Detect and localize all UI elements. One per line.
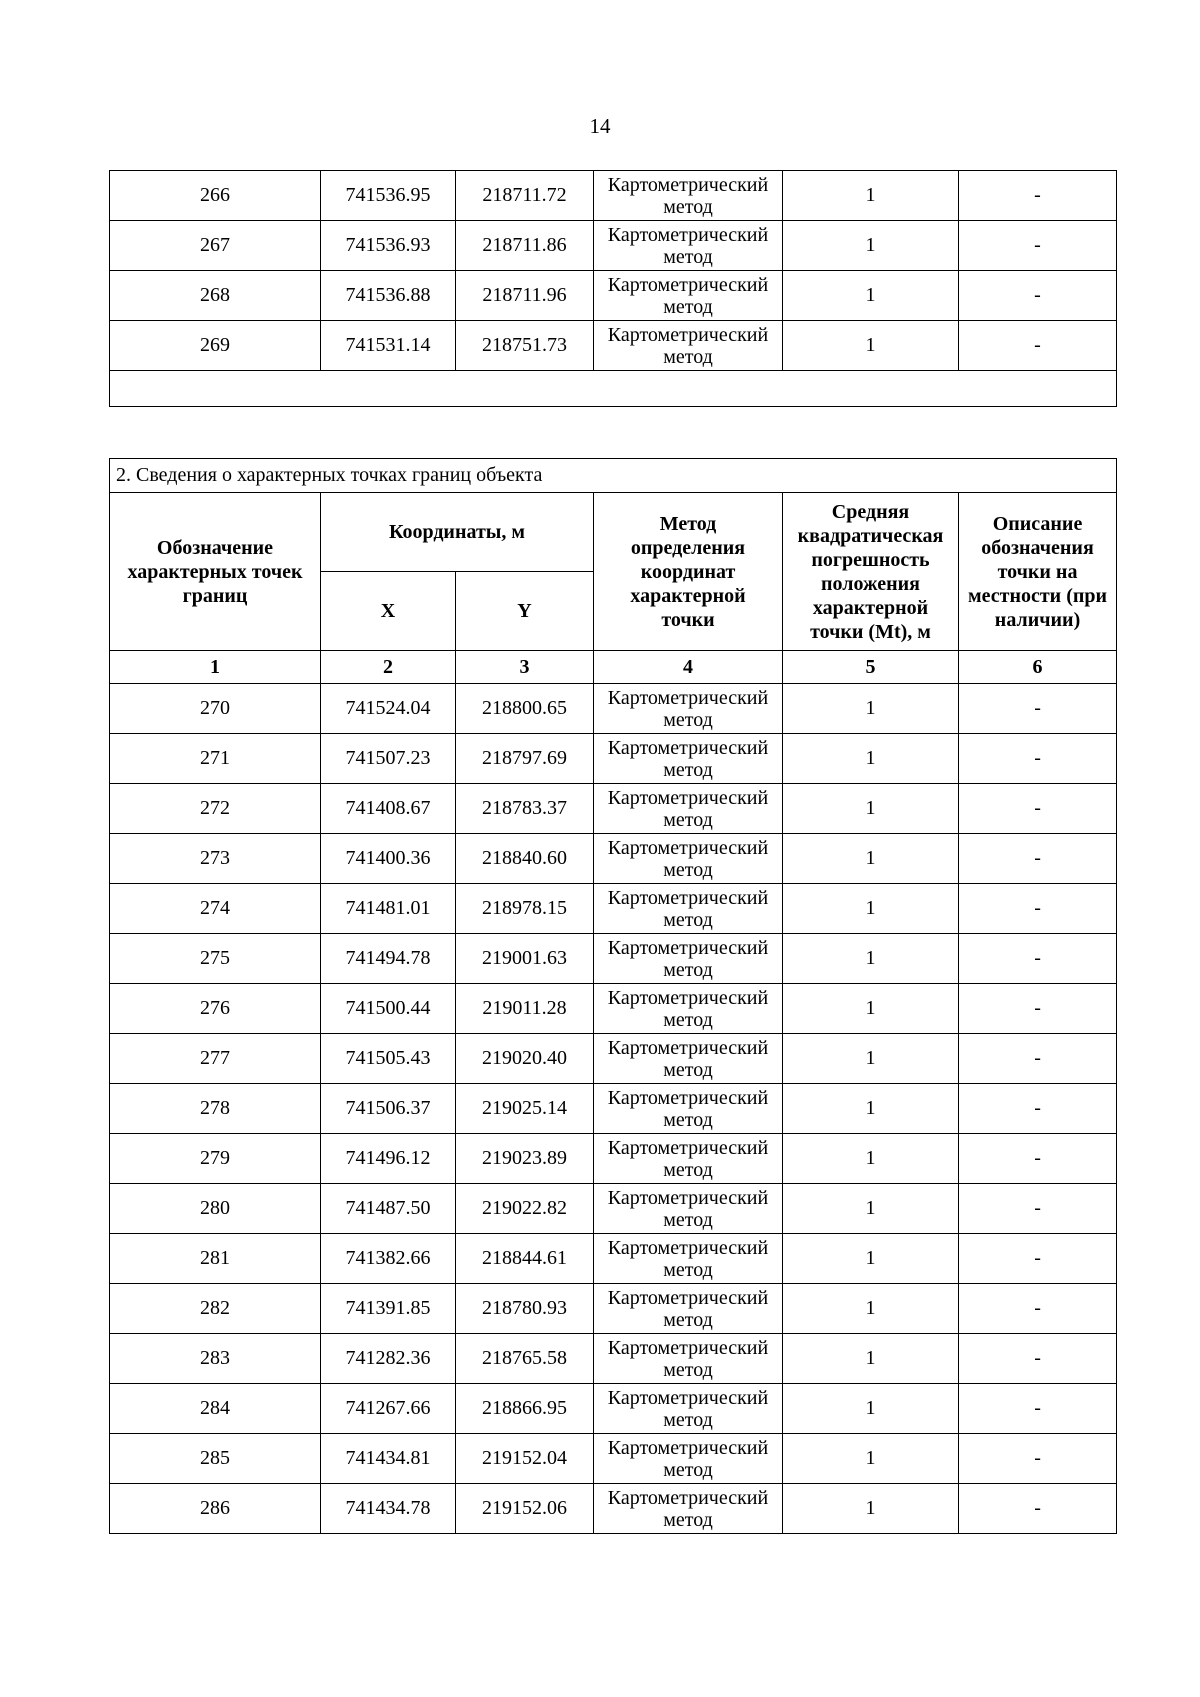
method-text: метод: [663, 1458, 713, 1481]
cell-y: 218711.86: [456, 221, 594, 271]
empty-cell: [110, 371, 1117, 407]
boundary-points-table-body: [110, 684, 1117, 1534]
cell-method: [594, 321, 783, 371]
cell-x: 741507.23: [321, 734, 456, 784]
cell-method: [594, 1284, 783, 1334]
method-text: метод: [663, 295, 713, 318]
table-row: [110, 934, 1117, 984]
cell-y: 218711.96: [456, 271, 594, 321]
cell-point-id: 272: [110, 784, 321, 834]
method-text: метод: [663, 1008, 713, 1031]
cell-description: -: [959, 734, 1117, 784]
cell-description: -: [959, 1034, 1117, 1084]
cell-error: 1: [783, 1484, 959, 1534]
cell-method: [594, 1034, 783, 1084]
method-text: Картометрический: [607, 936, 769, 959]
method-text: метод: [663, 195, 713, 218]
cell-y: 219152.06: [456, 1484, 594, 1534]
cell-x: 741524.04: [321, 684, 456, 734]
method-text: Картометрический: [607, 736, 769, 759]
cell-x: 741494.78: [321, 934, 456, 984]
table-row: [110, 1334, 1117, 1384]
cell-x: 741536.93: [321, 221, 456, 271]
table-row: [110, 321, 1117, 371]
cell-method: [594, 1334, 783, 1384]
column-number: 3: [456, 651, 594, 684]
table-row: [110, 1284, 1117, 1334]
cell-method: [594, 734, 783, 784]
cell-point-id: 286: [110, 1484, 321, 1534]
cell-y: 218844.61: [456, 1234, 594, 1284]
table-row: [110, 784, 1117, 834]
method-text: метод: [663, 1208, 713, 1231]
cell-x: 741531.14: [321, 321, 456, 371]
cell-description: -: [959, 171, 1117, 221]
cell-point-id: 283: [110, 1334, 321, 1384]
method-text: метод: [663, 1258, 713, 1281]
cell-error: 1: [783, 834, 959, 884]
method-text: Картометрический: [607, 1436, 769, 1459]
method-text: метод: [663, 758, 713, 781]
cell-error: 1: [783, 221, 959, 271]
table-row: [110, 684, 1117, 734]
table-row: [110, 884, 1117, 934]
cell-point-id: 277: [110, 1034, 321, 1084]
table-row: [110, 1234, 1117, 1284]
cell-x: 741536.88: [321, 271, 456, 321]
method-text: Картометрический: [607, 1336, 769, 1359]
header-error: Средняя квадратическая погрешность положения характерной точки (Mt), м: [783, 493, 959, 651]
cell-y: 218783.37: [456, 784, 594, 834]
method-text: метод: [663, 908, 713, 931]
cell-x: 741391.85: [321, 1284, 456, 1334]
cell-y: 219152.04: [456, 1434, 594, 1484]
cell-x: 741434.81: [321, 1434, 456, 1484]
cell-error: 1: [783, 1084, 959, 1134]
cell-y: 219022.82: [456, 1184, 594, 1234]
cell-description: -: [959, 1284, 1117, 1334]
method-text: Картометрический: [607, 886, 769, 909]
cell-x: 741434.78: [321, 1484, 456, 1534]
cell-point-id: 268: [110, 271, 321, 321]
cell-method: [594, 1434, 783, 1484]
cell-description: -: [959, 834, 1117, 884]
continuation-table-body: [110, 171, 1117, 407]
method-text: Картометрический: [607, 836, 769, 859]
method-text: метод: [663, 1308, 713, 1331]
cell-x: 741536.95: [321, 171, 456, 221]
cell-method: [594, 784, 783, 834]
cell-y: 218840.60: [456, 834, 594, 884]
table-row: [110, 734, 1117, 784]
method-text: Картометрический: [607, 686, 769, 709]
method-text: метод: [663, 1508, 713, 1531]
column-number: 1: [110, 651, 321, 684]
cell-x: 741506.37: [321, 1084, 456, 1134]
table-row: [110, 171, 1117, 221]
cell-point-id: 270: [110, 684, 321, 734]
cell-error: 1: [783, 1384, 959, 1434]
cell-description: -: [959, 221, 1117, 271]
table-row: [110, 984, 1117, 1034]
cell-point-id: 273: [110, 834, 321, 884]
cell-point-id: 267: [110, 221, 321, 271]
cell-point-id: 275: [110, 934, 321, 984]
cell-y: 219020.40: [456, 1034, 594, 1084]
method-text: метод: [663, 1108, 713, 1131]
cell-point-id: 278: [110, 1084, 321, 1134]
cell-description: -: [959, 321, 1117, 371]
cell-description: -: [959, 1434, 1117, 1484]
method-text: метод: [663, 1358, 713, 1381]
table-row: [110, 221, 1117, 271]
cell-description: -: [959, 934, 1117, 984]
cell-point-id: 285: [110, 1434, 321, 1484]
table-row: [110, 1034, 1117, 1084]
cell-y: 218978.15: [456, 884, 594, 934]
cell-method: [594, 171, 783, 221]
column-number: 2: [321, 651, 456, 684]
method-text: Картометрический: [607, 1286, 769, 1309]
method-text: Картометрический: [607, 1136, 769, 1159]
column-number: 5: [783, 651, 959, 684]
cell-method: [594, 1084, 783, 1134]
cell-point-id: 269: [110, 321, 321, 371]
cell-error: 1: [783, 884, 959, 934]
cell-method: [594, 934, 783, 984]
method-text: Картометрический: [607, 1186, 769, 1209]
cell-method: [594, 684, 783, 734]
cell-method: [594, 884, 783, 934]
method-text: метод: [663, 1408, 713, 1431]
cell-y: 218800.65: [456, 684, 594, 734]
method-text: метод: [663, 345, 713, 368]
method-text: метод: [663, 1158, 713, 1181]
cell-error: 1: [783, 1134, 959, 1184]
cell-method: [594, 1384, 783, 1434]
header-description: Описание обозначения точки на местности (при наличии): [959, 493, 1117, 651]
column-number: 4: [594, 651, 783, 684]
table-row: [110, 1434, 1117, 1484]
method-text: метод: [663, 708, 713, 731]
header-y: Y: [456, 572, 594, 651]
cell-error: 1: [783, 1184, 959, 1234]
cell-point-id: 284: [110, 1384, 321, 1434]
method-text: метод: [663, 1058, 713, 1081]
method-text: Картометрический: [607, 786, 769, 809]
method-text: Картометрический: [607, 1386, 769, 1409]
cell-y: 219011.28: [456, 984, 594, 1034]
method-text: метод: [663, 958, 713, 981]
cell-x: 741500.44: [321, 984, 456, 1034]
table-row: [110, 1184, 1117, 1234]
cell-description: -: [959, 271, 1117, 321]
cell-method: [594, 1184, 783, 1234]
cell-y: 218780.93: [456, 1284, 594, 1334]
cell-description: -: [959, 1234, 1117, 1284]
cell-method: [594, 271, 783, 321]
continuation-table: [109, 170, 1117, 407]
cell-x: 741382.66: [321, 1234, 456, 1284]
cell-description: -: [959, 684, 1117, 734]
header-designation: Обозначение характерных точек границ: [110, 493, 321, 651]
cell-error: 1: [783, 1434, 959, 1484]
boundary-points-table: [109, 458, 1117, 1534]
cell-point-id: 282: [110, 1284, 321, 1334]
cell-description: -: [959, 1134, 1117, 1184]
cell-error: 1: [783, 171, 959, 221]
cell-description: -: [959, 784, 1117, 834]
cell-error: 1: [783, 984, 959, 1034]
cell-error: 1: [783, 784, 959, 834]
method-text: Картометрический: [607, 1036, 769, 1059]
table-row: [110, 1134, 1117, 1184]
cell-point-id: 281: [110, 1234, 321, 1284]
method-text: Картометрический: [607, 1236, 769, 1259]
cell-description: -: [959, 884, 1117, 934]
cell-point-id: 280: [110, 1184, 321, 1234]
method-text: Картометрический: [607, 273, 769, 296]
cell-point-id: 271: [110, 734, 321, 784]
cell-y: 219025.14: [456, 1084, 594, 1134]
cell-x: 741267.66: [321, 1384, 456, 1434]
cell-description: -: [959, 1084, 1117, 1134]
cell-description: -: [959, 1484, 1117, 1534]
cell-x: 741496.12: [321, 1134, 456, 1184]
column-number: 6: [959, 651, 1117, 684]
method-text: Картометрический: [607, 1086, 769, 1109]
cell-x: 741408.67: [321, 784, 456, 834]
cell-error: 1: [783, 1284, 959, 1334]
cell-y: 219001.63: [456, 934, 594, 984]
cell-error: 1: [783, 1334, 959, 1384]
table-row: [110, 1484, 1117, 1534]
method-text: Картометрический: [607, 986, 769, 1009]
cell-description: -: [959, 1334, 1117, 1384]
cell-method: [594, 834, 783, 884]
table-row: [110, 1084, 1117, 1134]
cell-error: 1: [783, 734, 959, 784]
cell-y: 218751.73: [456, 321, 594, 371]
method-text: метод: [663, 858, 713, 881]
cell-error: 1: [783, 684, 959, 734]
section-title: 2. Сведения о характерных точках границ объекта: [110, 459, 1117, 493]
empty-row: [110, 371, 1117, 407]
cell-method: [594, 1484, 783, 1534]
cell-description: -: [959, 984, 1117, 1034]
table-row: [110, 834, 1117, 884]
cell-point-id: 274: [110, 884, 321, 934]
header-coordinates: Координаты, м: [321, 493, 594, 572]
page-number: 14: [589, 114, 611, 138]
cell-x: 741481.01: [321, 884, 456, 934]
cell-y: 218711.72: [456, 171, 594, 221]
cell-point-id: 276: [110, 984, 321, 1034]
cell-x: 741487.50: [321, 1184, 456, 1234]
method-text: Картометрический: [607, 323, 769, 346]
table-row: [110, 271, 1117, 321]
header-x: X: [321, 572, 456, 651]
method-text: метод: [663, 808, 713, 831]
header-method: Метод определения координат характерной точки: [594, 493, 783, 651]
cell-error: 1: [783, 1234, 959, 1284]
cell-method: [594, 1134, 783, 1184]
cell-point-id: 266: [110, 171, 321, 221]
cell-x: 741505.43: [321, 1034, 456, 1084]
cell-point-id: 279: [110, 1134, 321, 1184]
cell-method: [594, 221, 783, 271]
cell-y: 218765.58: [456, 1334, 594, 1384]
table-row: [110, 1384, 1117, 1434]
method-text: Картометрический: [607, 223, 769, 246]
cell-description: -: [959, 1184, 1117, 1234]
cell-y: 218797.69: [456, 734, 594, 784]
cell-x: 741400.36: [321, 834, 456, 884]
method-text: метод: [663, 245, 713, 268]
cell-error: 1: [783, 271, 959, 321]
cell-method: [594, 984, 783, 1034]
cell-method: [594, 1234, 783, 1284]
method-text: Картометрический: [607, 1486, 769, 1509]
cell-description: -: [959, 1384, 1117, 1434]
cell-y: 219023.89: [456, 1134, 594, 1184]
cell-x: 741282.36: [321, 1334, 456, 1384]
cell-error: 1: [783, 934, 959, 984]
cell-error: 1: [783, 1034, 959, 1084]
cell-error: 1: [783, 321, 959, 371]
cell-y: 218866.95: [456, 1384, 594, 1434]
method-text: Картометрический: [607, 173, 769, 196]
